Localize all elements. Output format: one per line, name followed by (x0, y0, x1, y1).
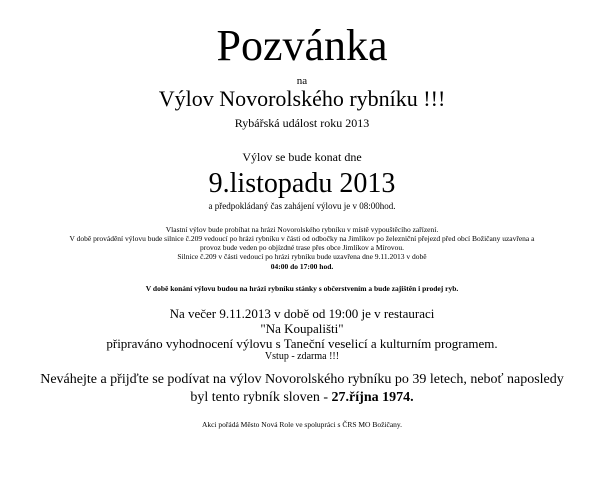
event-subtitle: Rybářská událost roku 2013 (234, 116, 370, 130)
na-word: na (296, 75, 308, 87)
info-line-4: Silnice č.209 v části vedoucí po hrázi rybníku bude uzavřena dne 9.11.2013 v době (177, 252, 427, 261)
closing-line-2-prefix: byl tento rybník sloven - (190, 390, 332, 405)
closing-line-2 (0, 391, 604, 405)
info-line-1: Vlastní výlov bude probíhat na hrázi Novorolského rybníku v místě vypouštěcího zařízení. (165, 225, 439, 234)
konat-text: Výlov se bude konat dne (242, 150, 362, 164)
info-line-6: V době konání výlovu budou na hrázi rybníku stánky s občerstvením a bude zajištěn i prodej ryb. (145, 284, 459, 293)
info-line-3: provoz bude veden po objízdné trase přes obce Jimlíkov a Mírovou. (200, 243, 404, 252)
restaurant-name: "Na Koupališti" (260, 321, 344, 336)
info-line-5 (0, 263, 604, 271)
evening-line-3: připraváno vyhodnocení výlovu s Taneční veselicí a kulturním programem. (106, 336, 498, 351)
closing-line-1: Neváhejte a přijďte se podívat na výlov Novorolského rybníku po 39 letech, neboť naposledy (40, 372, 564, 387)
entry-free: Vstup - zdarma !!! (264, 351, 340, 362)
closure-time: 04:00 do 17:00 hod. (270, 262, 334, 271)
info-line-2: V době provádění výlovu bude silnice č.209 vedoucí po hrázi rybníku v části od odbočky na Jimlíkov po železniční přejezd před obcí Božičany uzavřena a (69, 234, 535, 243)
start-time-text: a předpokládaný čas zahájení výlovu je v 08:00hod. (208, 201, 396, 211)
event-name: Výlov Novorolského rybníku !!! (158, 86, 446, 111)
evening-line-1: Na večer 9.11.2013 v době od 19:00 je v restauraci (169, 306, 435, 321)
organizer-text: Akci pořádá Město Nová Role ve spolupráci s ČRS MO Božičany. (201, 420, 403, 429)
last-fishing-date: 27.října 1974. (331, 390, 414, 405)
event-date: 9.listopadu 2013 (208, 168, 396, 199)
page-title: Pozvánka (216, 21, 388, 70)
